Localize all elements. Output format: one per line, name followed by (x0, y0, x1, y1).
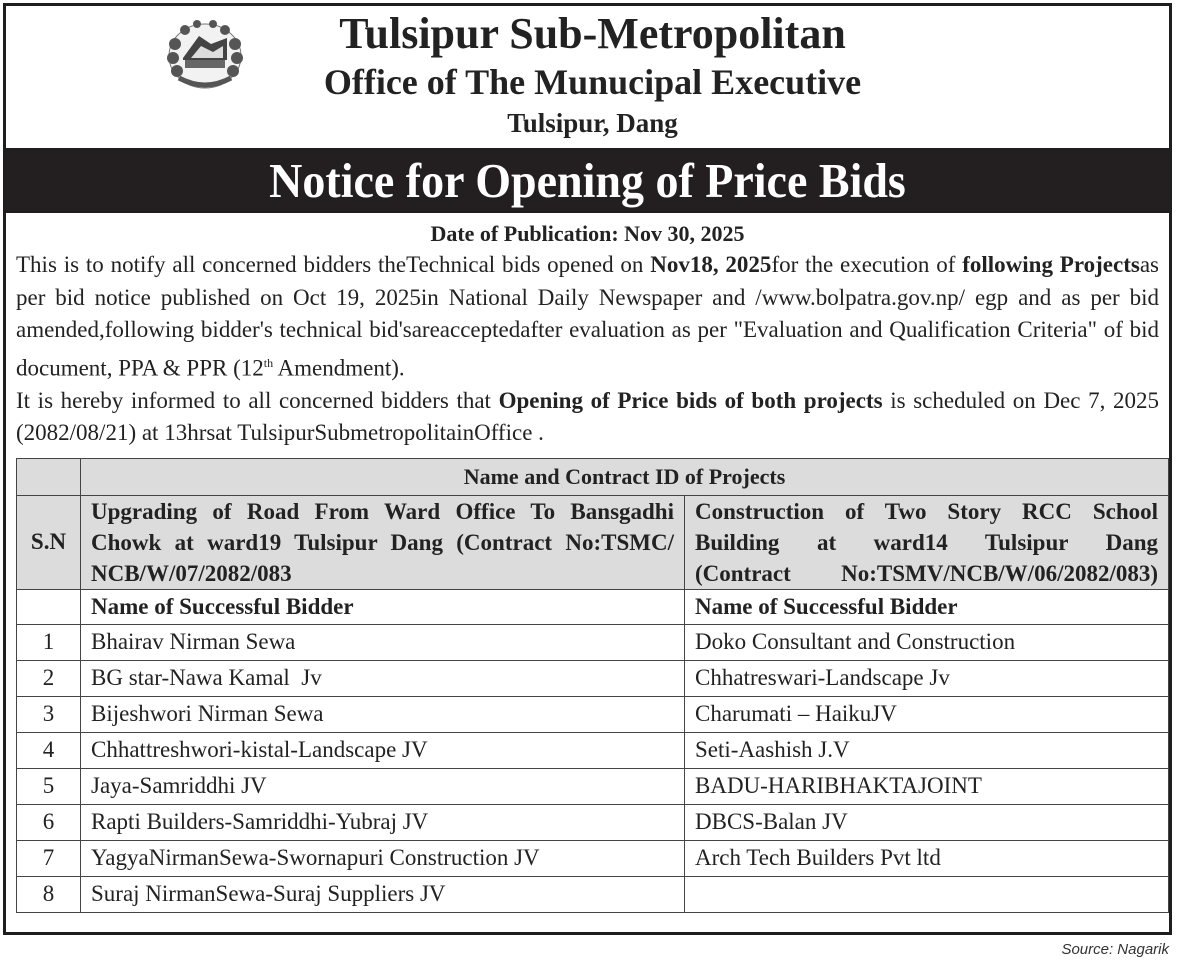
text-segment: for the execution of (771, 252, 963, 277)
empty-cell (17, 589, 81, 624)
publication-date: Date of Publication: Nov 30, 2025 (430, 221, 745, 246)
table-row (17, 876, 1169, 912)
bidder-label-project-1: Name of Successful Bidder (81, 589, 685, 624)
row-sn: 3 (17, 696, 81, 732)
project-1-bidder: Suraj NirmanSewa-Suraj Suppliers JV (81, 876, 685, 912)
project-1-bidder: BG star-Nawa Kamal Jv (81, 660, 685, 696)
bold-text: Opening of Price bids of both projects (498, 387, 883, 413)
text-segment: Amendment). (273, 355, 405, 381)
location-title: Tulsipur, Dang (507, 108, 678, 138)
table-row (17, 732, 1169, 768)
project-2-bidder: Charumati – HaikuJV (685, 696, 1169, 732)
technical-opening-date: Nov18, 2025 (650, 252, 772, 277)
row-sn: 5 (17, 768, 81, 804)
office-title: Office of The Munucipal Executive (323, 62, 862, 102)
text-segment: is scheduled on Dec 7, 2025 (2082/08/21) at 13hrsat TulsipurSubmetropolitainOffice . (16, 387, 1159, 446)
text-segment: It is hereby informed to all concerned bidders that (16, 387, 499, 413)
project-2-bidder: Seti-Aashish J.V (685, 732, 1169, 768)
bold-text: following Projects (962, 252, 1140, 277)
table-group-header-row (17, 458, 1169, 495)
table-row (17, 660, 1169, 696)
project-2-header (685, 495, 1169, 589)
bidder-label-project-2: Name of Successful Bidder (685, 589, 1169, 624)
project-2-bidder: Arch Tech Builders Pvt ltd (685, 840, 1169, 876)
projects-group-header: Name and Contract ID of Projects (81, 458, 1169, 495)
project-1-header (81, 495, 685, 589)
project-2-bidder (685, 876, 1169, 912)
table-row (17, 768, 1169, 804)
project-2-contract-id: (Contract No:TSMV/NCB/W/06/2082/083) (695, 560, 1159, 586)
bidders-table (16, 458, 1169, 913)
bidder-label-row (17, 589, 1169, 624)
row-sn: 8 (17, 876, 81, 912)
notice-paragraph-1 (16, 249, 1159, 385)
project-2-bidder: Chhatreswari-Landscape Jv (685, 660, 1169, 696)
table-project-header-row (17, 495, 1169, 589)
text-segment: as per bid notice published on Oct 19, 2025in National Daily Newspaper and /www.bolpatra.gov.np/ egp and as per bid amended,following bidder's technical bid'sareacceptedafter evaluation as per "Evaluation and Qualification Criteria" of bid document, PPA & PPR (12 (16, 252, 1159, 381)
table-row (17, 804, 1169, 840)
municipality-title: Tulsipur Sub-Metropolitan (339, 9, 846, 58)
project-1-bidder: Bijeshwori Nirman Sewa (81, 696, 685, 732)
project-1-bidder: Chhattreshwori-kistal-Landscape JV (81, 732, 685, 768)
row-sn: 7 (17, 840, 81, 876)
project-1-title: Upgrading of Road From Ward Office To Bansgadhi Chowk at ward19 Tulsipur Dang (Contract No:TSMC/ (91, 498, 674, 555)
superscript: th (263, 355, 274, 370)
notice-paragraph-2 (16, 385, 1159, 450)
project-2-bidder: BADU-HARIBHAKTAJOINT (685, 768, 1169, 804)
banner-title: Notice for Opening of Price Bids (269, 153, 906, 208)
text-segment: This is to notify all concerned bidders theTechnical bids opened on (16, 252, 651, 277)
project-1-bidder: Rapti Builders-Samriddhi-Yubraj JV (81, 804, 685, 840)
notice-frame (3, 3, 1172, 935)
table-row (17, 840, 1169, 876)
row-sn: 4 (17, 732, 81, 768)
row-sn: 6 (17, 804, 81, 840)
project-1-bidder: Bhairav Nirman Sewa (81, 624, 685, 660)
sn-header: S.N (17, 495, 81, 589)
project-2-title: Construction of Two Story RCC School Building at ward14 Tulsipur Dang (695, 498, 1159, 555)
row-sn: 1 (17, 624, 81, 660)
project-1-bidder: Jaya-Samriddhi JV (81, 768, 685, 804)
project-1-contract-id: NCB/W/07/2082/083 (91, 560, 292, 586)
project-1-bidder: YagyaNirmanSewa-Swornapuri Construction JV (81, 840, 685, 876)
project-2-bidder: Doko Consultant and Construction (685, 624, 1169, 660)
row-sn: 2 (17, 660, 81, 696)
project-2-bidder: DBCS-Balan JV (685, 804, 1169, 840)
empty-header-cell (17, 458, 81, 495)
table-row (17, 696, 1169, 732)
source-credit: Source: Nagarik (1061, 941, 1169, 958)
notice-body (6, 211, 1169, 913)
table-row (17, 624, 1169, 660)
notice-header (6, 6, 1169, 150)
notice-banner (6, 150, 1169, 211)
